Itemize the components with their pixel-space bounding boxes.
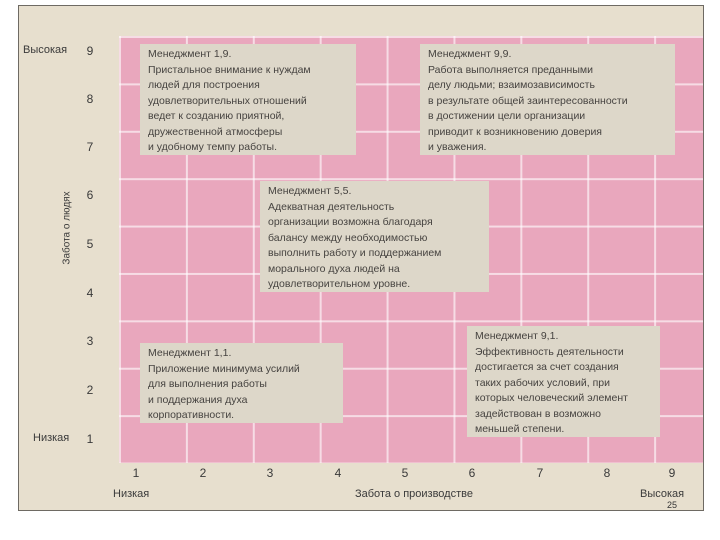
x-high-label: Высокая	[640, 488, 685, 500]
x-tick-7: 7	[536, 466, 544, 480]
y-tick-7: 7	[86, 140, 94, 154]
x-tick-3: 3	[266, 466, 274, 480]
y-tick-4: 4	[86, 286, 94, 300]
box-management-9-9: Менеджмент 9,9. Работа выполняется преданными делу людьми; взаимозависимость в результате общей заинтересованности в достижении цели организации приводит к возникновению доверия и уважения.	[420, 44, 675, 155]
x-axis-title: Забота о производстве	[355, 488, 473, 500]
box-management-1-9: Менеджмент 1,9. Пристальное внимание к нуждам людей для построения удовлетворительных отношений ведет к созданию приятной, дружественной атмосферы и удобному темпу работы.	[140, 44, 356, 155]
y-tick-5: 5	[86, 237, 94, 251]
y-tick-3: 3	[86, 334, 94, 348]
y-low-label: Низкая	[33, 432, 70, 444]
x-tick-6: 6	[468, 466, 476, 480]
box-management-9-1: Менеджмент 9,1. Эффективность деятельности достигается за счет создания таких рабочих условий, при которых человеческий элемент задействован в возможно меньшей степени.	[467, 326, 660, 437]
box-management-5-5: Менеджмент 5,5. Адекватная деятельность организации возможна благодаря балансу между необходимостью выполнить работу и поддержанием морального духа людей на удовлетворительном уровне.	[260, 181, 489, 292]
x-tick-4: 4	[334, 466, 342, 480]
box-management-1-1: Менеджмент 1,1. Приложение минимума усилий для выполнения работы и поддержания духа корпоративности.	[140, 343, 343, 423]
x-tick-1: 1	[132, 466, 140, 480]
x-low-label: Низкая	[113, 488, 150, 500]
x-tick-9: 9	[668, 466, 676, 480]
y-high-label: Высокая	[23, 44, 68, 56]
x-tick-2: 2	[199, 466, 207, 480]
managerial-grid-figure	[18, 5, 704, 511]
y-tick-1: 1	[86, 432, 94, 446]
y-tick-6: 6	[86, 188, 94, 202]
y-tick-9: 9	[86, 44, 94, 58]
x-tick-8: 8	[603, 466, 611, 480]
page-number: 25	[667, 500, 678, 510]
y-axis-title: Забота о людях	[61, 191, 73, 265]
x-tick-5: 5	[401, 466, 409, 480]
y-tick-8: 8	[86, 92, 94, 106]
y-tick-2: 2	[86, 383, 94, 397]
